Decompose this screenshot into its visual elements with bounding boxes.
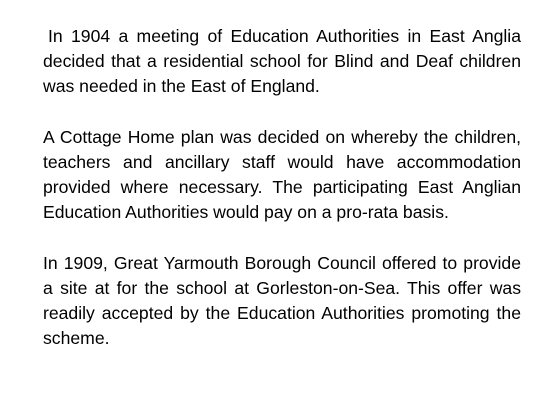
paragraph-cottage-home-plan: A Cottage Home plan was decided on whereby the children, teachers and ancillary staff would have accommodation provided where necessary. The participating East Anglian Education Authorities would pay on a pro-rata basis. [43,127,521,222]
paragraph-1904-meeting-text: In 1904 a meeting of Education Authorities in East Anglia decided that a residential school for Blind and Deaf children was needed in the East of England. [43,26,521,96]
paragraph-spacer [43,99,521,125]
text-body [43,24,521,351]
paragraph-1909-site-offer: In 1909, Great Yarmouth Borough Council offered to provide a site at for the school at Gorleston-on-Sea. This offer was readily accepted by the Education Authorities promoting the scheme. [43,253,521,348]
paragraph-spacer [43,225,521,251]
paragraph-1904-meeting [43,24,521,99]
